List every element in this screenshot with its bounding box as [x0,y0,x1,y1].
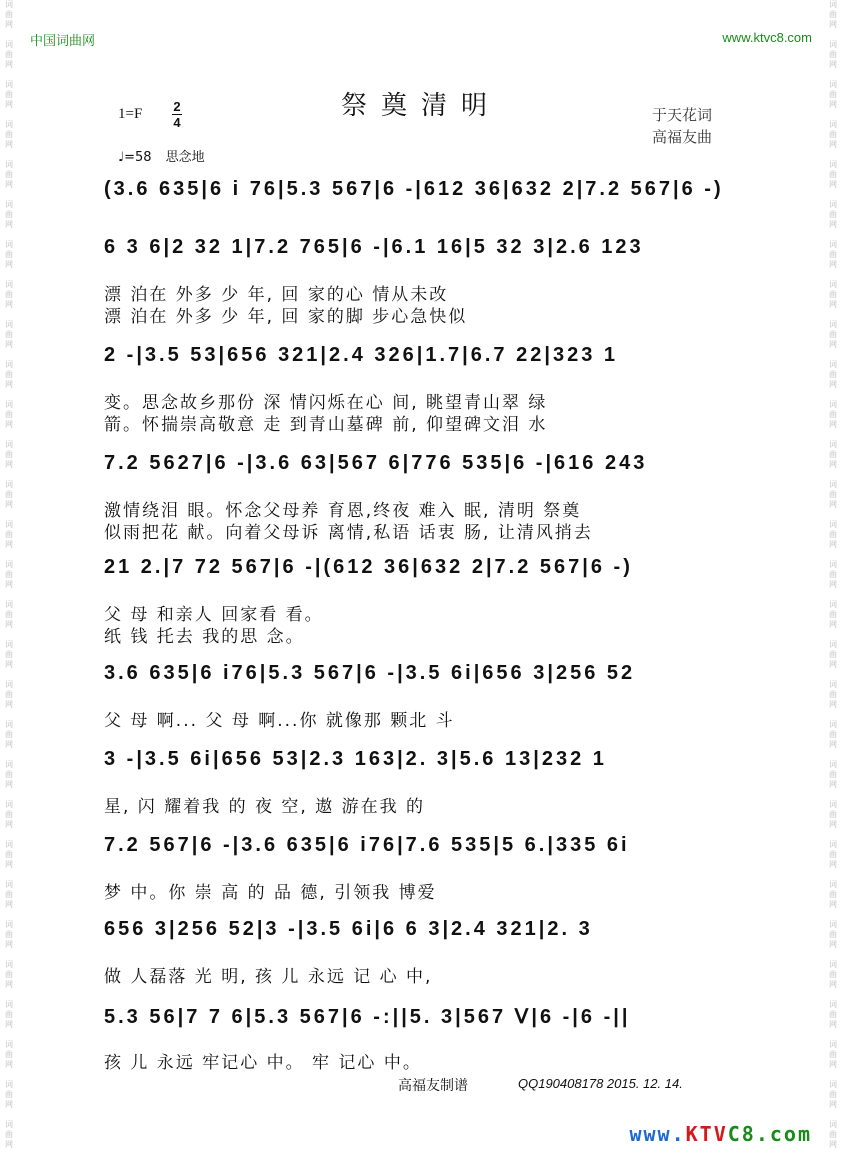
notation-row: 656 3|256 52|3 -|3.5 6i|6 6 3|2.4 321|2. 3 [104,918,593,940]
lyric-line: 箭。怀揣崇高敬意 走 到青山墓碑 前, 仰望碑文泪 水 [104,415,548,435]
notation-row: 7.2 5627|6 -|3.6 63|567 6|776 535|6 -|616 243 [104,452,648,474]
notation-row: 21 2.|7 72 567|6 -|(612 36|632 2|7.2 567|6 -) [104,556,633,578]
notation-row: 5.3 56|7 7 6|5.3 567|6 -:||5. 3|567 ᐯ|6 -|6 -|| [104,1006,631,1028]
expression-mark: 思念地 [165,150,205,165]
lyric-line: 孩 儿 永远 牢记心 中。 牢 记心 中。 [104,1053,422,1073]
site-url[interactable]: www.ktvc8.com [722,30,812,45]
lyric-line: 做 人磊落 光 明, 孩 儿 永远 记 心 中, [104,967,433,987]
notation-row: 3.6 635|6 i76|5.3 567|6 -|3.5 6i|656 3|256 52 [104,662,636,684]
key-signature: 1=F [118,106,143,122]
tempo-mark: ♩=58 [118,150,152,165]
lyric-line: 父 母 和亲人 回家看 看。 [104,605,324,625]
notation-row: 6 3 6|2 32 1|7.2 765|6 -|6.1 16|5 32 3|2.6 123 [104,236,644,258]
score-maker: 高福友制谱 [398,1078,468,1094]
notation-row: 3 -|3.5 6i|656 53|2.3 163|2. 3|5.6 13|232 1 [104,748,607,770]
site-name[interactable]: 中国词曲网 [30,33,96,48]
meter-bottom: 4 [173,115,181,130]
credits [652,104,712,148]
tempo [118,146,205,165]
lyric-line: 星, 闪 耀着我 的 夜 空, 遨 游在我 的 [104,797,426,817]
lyric-line: 父 母 啊... 父 母 啊...你 就像那 颗北 斗 [104,711,455,731]
composer: 高福友曲 [652,128,713,146]
notation-row: 2 -|3.5 53|656 321|2.4 326|1.7|6.7 22|323 1 [104,344,618,366]
notation-row: (3.6 635|6 i 76|5.3 567|6 -|612 36|632 2|7.2 567|6 -) [104,178,724,200]
lyric-line: 梦 中。你 崇 高 的 品 德, 引领我 博爱 [104,883,437,903]
score-contact-date: QQ190408178 2015. 12. 14. [518,1076,683,1091]
logo-ktv: KTV [685,1122,728,1146]
site-logo[interactable] [629,1122,812,1146]
lyric-line: 似雨把花 献。向着父母诉 离情,私语 话衷 肠, 让清风捎去 [104,523,593,543]
lyric-line: 激情绕泪 眼。怀念父母养 育恩,终夜 难入 眠, 清明 祭奠 [104,501,582,521]
lyric-line: 变。思念故乡那份 深 情闪烁在心 间, 眺望青山翠 绿 [104,393,548,413]
time-signature [172,100,182,129]
notation-row: 7.2 567|6 -|3.6 635|6 i76|7.6 535|5 6.|335 6i [104,834,630,856]
meter-top: 2 [173,99,181,114]
song-title: 祭奠清明 [340,91,501,121]
logo-www: www. [629,1122,686,1146]
logo-c8: C8.com [727,1122,812,1146]
lyricist: 于天花词 [652,106,713,124]
lyric-line: 纸 钱 托去 我的思 念。 [104,627,305,647]
watermark-right: 词 曲 网 词 曲 网 词 曲 网 词 曲 网 词 曲 网 词 曲 网 词 曲 网 词 曲 网 词 曲 网 词 曲 网 词 曲 网 词 曲 网 词 曲 网 词 曲 网 词 曲 网 词 曲 网 词 曲 网 词 曲 网 词 曲 网 词 曲 网 词 曲 网 词 曲 网 词 曲 网 词 曲 网 词 曲 网 词 曲 网 词 曲 网 词 曲 网 词 曲 网 [829,0,837,1149]
watermark-left: 词 曲 网 词 曲 网 词 曲 网 词 曲 网 词 曲 网 词 曲 网 词 曲 网 词 曲 网 词 曲 网 词 曲 网 词 曲 网 词 曲 网 词 曲 网 词 曲 网 词 曲 网 词 曲 网 词 曲 网 词 曲 网 词 曲 网 词 曲 网 词 曲 网 词 曲 网 词 曲 网 词 曲 网 词 曲 网 词 曲 网 词 曲 网 词 曲 网 词 曲 网 [5,0,13,1149]
lyric-line: 漂 泊在 外多 少 年, 回 家的脚 步心急快似 [104,307,468,327]
lyric-line: 漂 泊在 外多 少 年, 回 家的心 情从未改 [104,285,449,305]
